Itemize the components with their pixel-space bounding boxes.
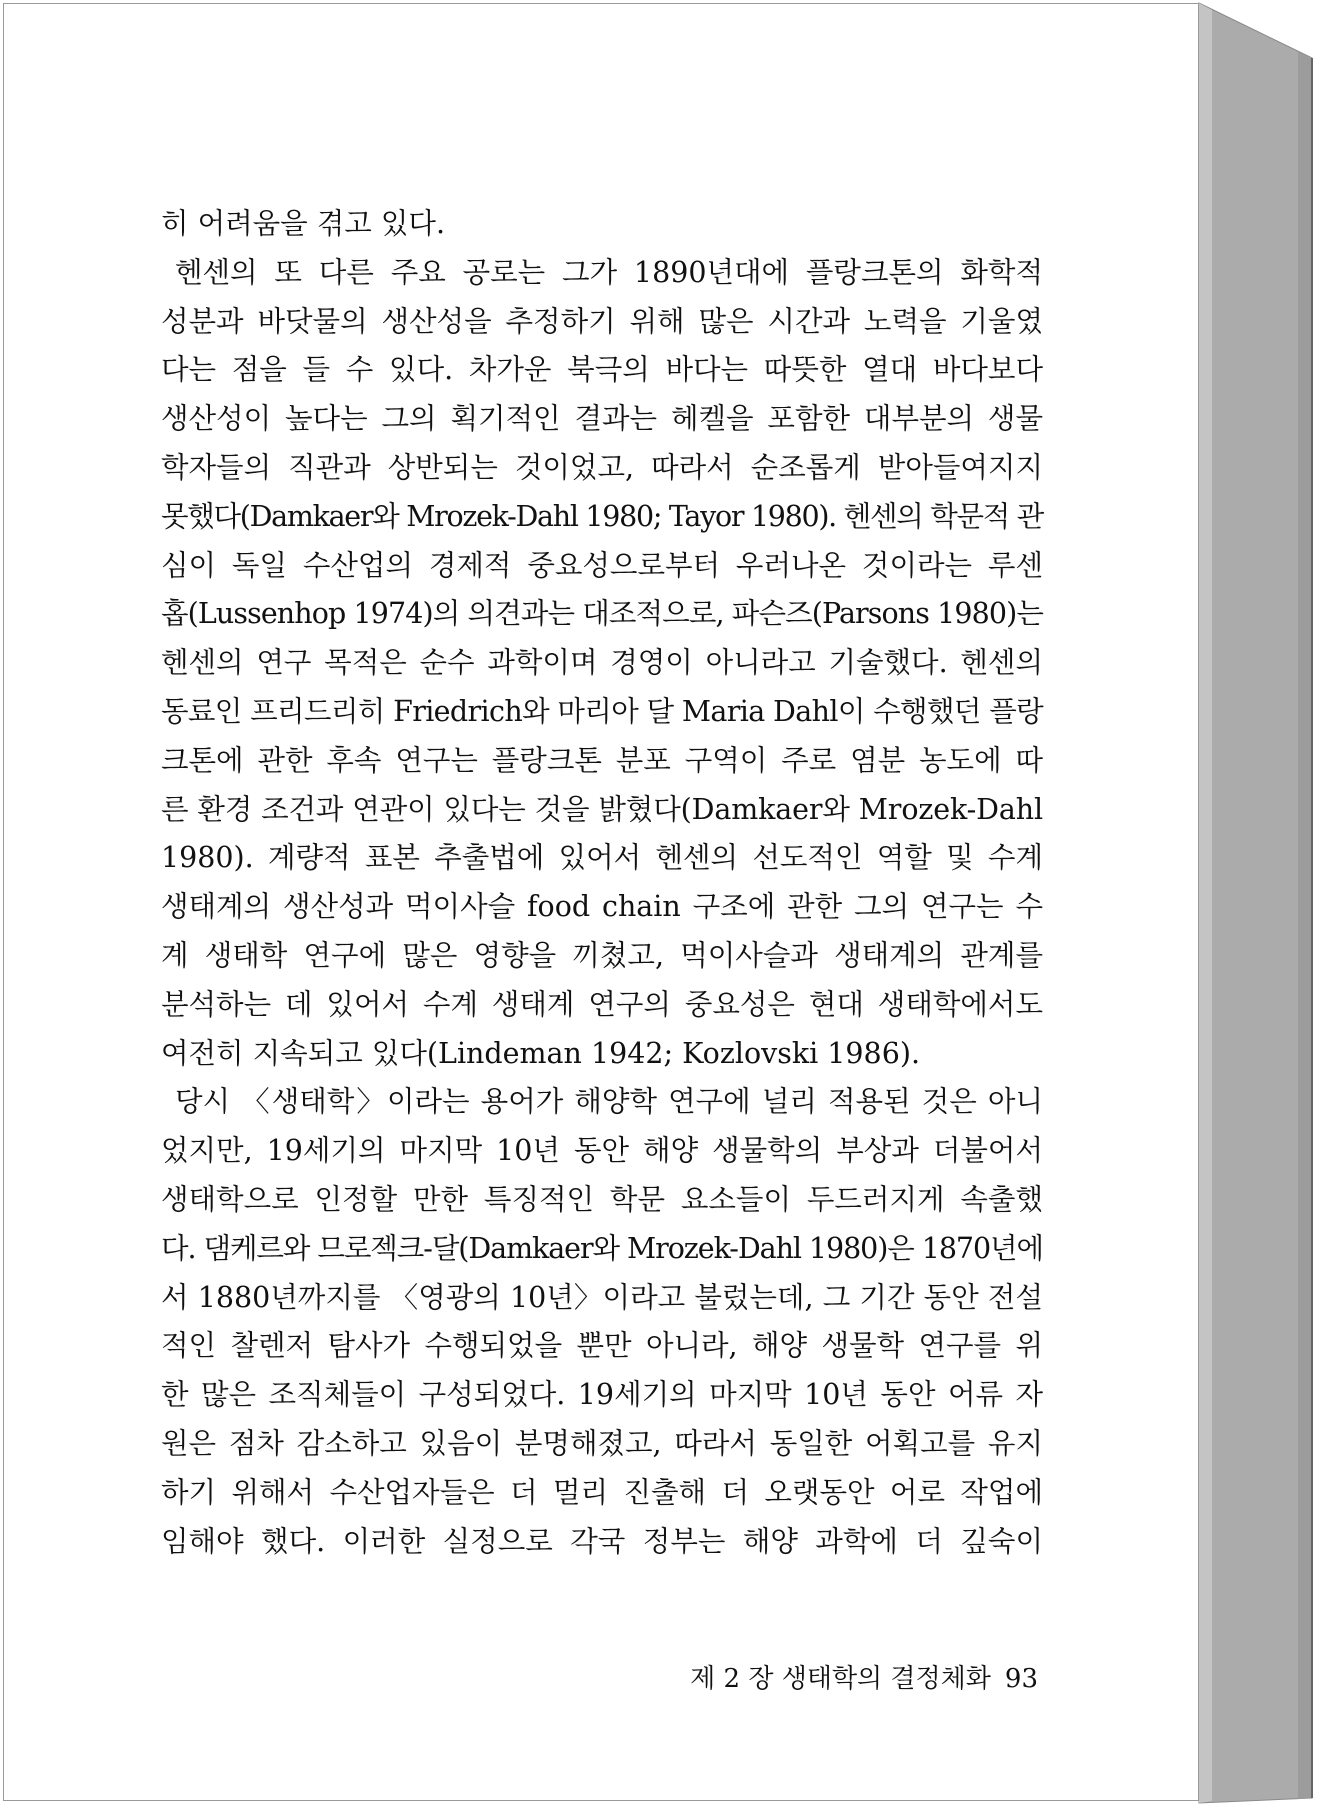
running-footer — [690, 1658, 1038, 1695]
text-line: 었지만, 19세기의 마지막 10년 동안 해양 생물학의 부상과 더불어서 — [161, 1134, 1043, 1168]
page-number: 93 — [1004, 1664, 1038, 1694]
text-line: 1980). 계량적 표본 추출법에 있어서 헨센의 선도적인 역할 및 수계 — [161, 841, 1043, 875]
text-line: 홉(Lussenhop 1974)의 의견과는 대조적으로, 파슨즈(Parsons 1980)는 — [161, 597, 1043, 631]
text-line: 른 환경 조건과 연관이 있다는 것을 밝혔다(Damkaer와 Mrozek-Dahl — [161, 792, 1043, 826]
body-text — [161, 200, 1043, 1566]
text-line: 원은 점차 감소하고 있음이 분명해졌고, 따라서 동일한 어획고를 유지 — [161, 1426, 1043, 1460]
text-line: 학자들의 직관과 상반되는 것이었고, 따라서 순조롭게 받아들여지지 — [161, 450, 1043, 484]
text-line: 당시 〈생태학〉이라는 용어가 해양학 연구에 널리 적용된 것은 아니 — [175, 1085, 1043, 1119]
text-line: 하기 위해서 수산업자들은 더 멀리 진출해 더 오랫동안 어로 작업에 — [161, 1475, 1043, 1509]
text-line: 성분과 바닷물의 생산성을 추정하기 위해 많은 시간과 노력을 기울였 — [161, 304, 1043, 338]
text-line: 적인 찰렌저 탐사가 수행되었을 뿐만 아니라, 해양 생물학 연구를 위 — [161, 1329, 1043, 1363]
text-line: 동료인 프리드리히 Friedrich와 마리아 달 Maria Dahl이 수행했던 플랑 — [161, 694, 1043, 728]
text-line: 한 많은 조직체들이 구성되었다. 19세기의 마지막 10년 동안 어류 자 — [161, 1378, 1043, 1412]
text-line: 여전히 지속되고 있다(Lindeman 1942; Kozlovski 1986). — [161, 1036, 920, 1070]
text-line: 다. 댐케르와 므로젝크-달(Damkaer와 Mrozek-Dahl 1980)은 1870년에 — [161, 1231, 1043, 1265]
text-line: 서 1880년까지를 〈영광의 10년〉이라고 불렀는데, 그 기간 동안 전설 — [161, 1280, 1043, 1314]
text-line: 헨센의 또 다른 주요 공로는 그가 1890년대에 플랑크톤의 화학적 — [175, 255, 1043, 289]
text-line: 크톤에 관한 후속 연구는 플랑크톤 분포 구역이 주로 염분 농도에 따 — [161, 743, 1043, 777]
text-line: 임해야 했다. 이러한 실정으로 각국 정부는 해양 과학에 더 깊숙이 — [161, 1524, 1043, 1558]
text-line: 심이 독일 수산업의 경제적 중요성으로부터 우러나온 것이라는 루센 — [161, 548, 1043, 582]
text-line: 생산성이 높다는 그의 획기적인 결과는 헤켈을 포함한 대부분의 생물 — [161, 402, 1043, 436]
chapter-title: 제 2 장 생태학의 결정체화 — [690, 1664, 991, 1694]
text-line: 계 생태학 연구에 많은 영향을 끼쳤고, 먹이사슬과 생태계의 관계를 — [161, 938, 1043, 972]
text-line: 히 어려움을 겪고 있다. — [161, 207, 446, 240]
text-line: 헨센의 연구 목적은 순수 과학이며 경영이 아니라고 기술했다. 헨센의 — [161, 646, 1043, 680]
text-line: 생태계의 생산성과 먹이사슬 food chain 구조에 관한 그의 연구는 수 — [161, 890, 1043, 924]
text-line: 분석하는 데 있어서 수계 생태계 연구의 중요성은 현대 생태학에서도 — [161, 987, 1043, 1021]
text-line: 다는 점을 들 수 있다. 차가운 북극의 바다는 따뜻한 열대 바다보다 — [161, 353, 1043, 387]
text-line: 못했다(Damkaer와 Mrozek-Dahl 1980; Tayor 1980). 헨센의 학문적 관 — [161, 499, 1043, 533]
text-line: 생태학으로 인정할 만한 특징적인 학문 요소들이 두드러지게 속출했 — [161, 1182, 1043, 1216]
page-sheet — [3, 3, 1199, 1801]
